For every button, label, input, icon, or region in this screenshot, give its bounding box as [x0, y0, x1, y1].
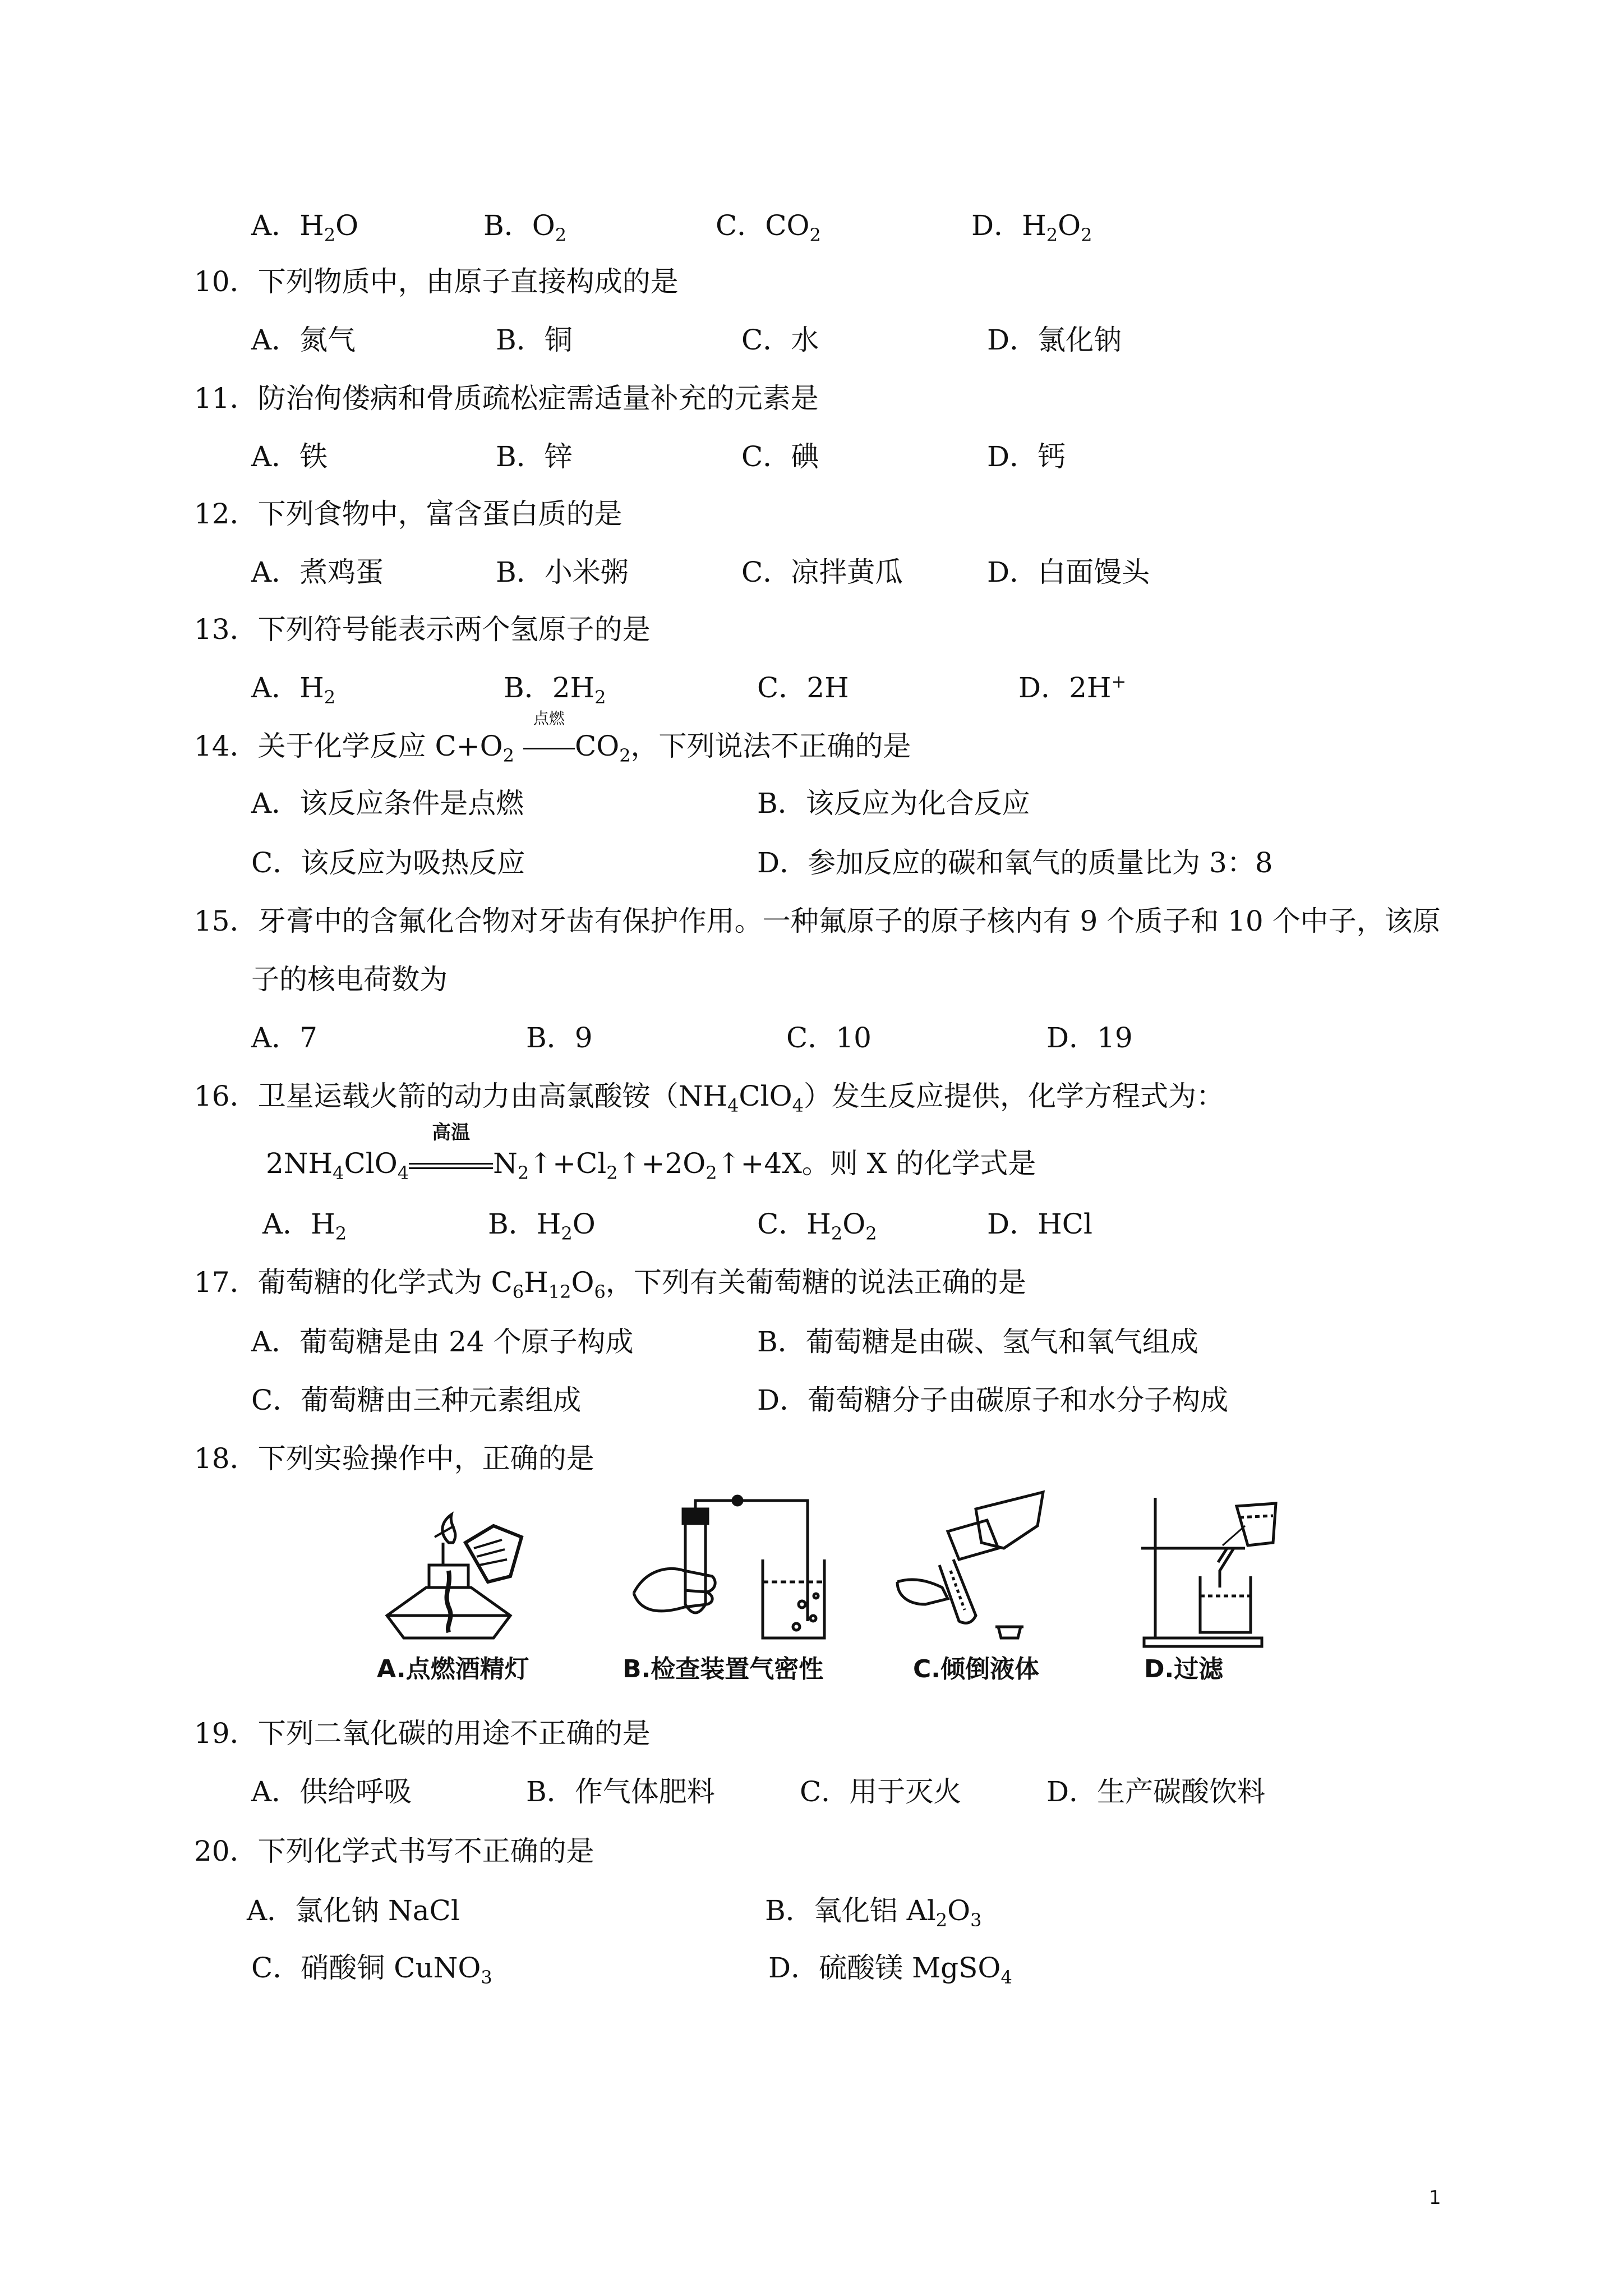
q14-option-a: A．该反应条件是点燃 [251, 787, 524, 820]
q12-option-c: C．凉拌黄瓜 [741, 556, 903, 588]
q16-stem: 16．卫星运载火箭的动力由高氯酸铵$(NH_4ClO_4)$发生反应提供，化学方程式为： [194, 1080, 1224, 1116]
q17-option-b: B．葡萄糖是由碳、氢气和氧气组成 [757, 1326, 1198, 1358]
q13-stem: 13．下列符号能表示两个氢原子的是 [194, 613, 651, 646]
q15-option-c: C．10 [786, 1022, 872, 1054]
q13-option-a: A．$H_2$ [251, 671, 336, 708]
q15-option-b: B．9 [526, 1022, 593, 1054]
q11-option-d: D．钙 [987, 440, 1066, 473]
q12-stem: 12．下列食物中，富含蛋白质的是 [194, 498, 623, 530]
q14-option-b: B．该反应为化合反应 [757, 787, 1030, 820]
q20-option-c: C．硝酸铜 CuNO$_3$ [251, 1952, 492, 1988]
q15-option-d: D．19 [1046, 1022, 1133, 1054]
q15-stem-line1: 15．牙膏中的含氟化合物对牙齿有保护作用。一种氟原子的原子核内有 9 个质子和 10 个中子，该原 [194, 905, 1441, 937]
q12-option-d: D．白面馒头 [987, 556, 1150, 588]
q9-option-c: C．$CO_2$ [716, 209, 821, 246]
airtightness-check-figure [623, 1492, 836, 1649]
q20-option-a: A．氯化钠 NaCl [247, 1894, 460, 1927]
q12-option-b: B．小米粥 [496, 556, 629, 588]
q19-option-a: A．供给呼吸 [251, 1775, 412, 1808]
q15-option-a: A．7 [251, 1022, 317, 1054]
q9-option-d: D．$H_2O_2$ [971, 209, 1092, 246]
q9-option-a: A．$H_2O$ [251, 209, 359, 246]
q19-option-c: C．用于灭火 [800, 1775, 962, 1808]
q17-option-a: A．葡萄糖是由 24 个原子构成 [251, 1326, 634, 1358]
pouring-liquid-figure [886, 1487, 1054, 1649]
page-number: 1 [1429, 2187, 1441, 2209]
q9-option-b: B．$O_2$ [483, 209, 567, 246]
q16-equation: $2NH_4ClO_4$ 高温 $N_2↑+Cl_2↑+2O_2↑+4X$。则 X 的化学式是 [266, 1121, 1036, 1184]
q16-option-d: D．HCl [987, 1208, 1092, 1240]
q14-option-d: D．参加反应的碳和氧气的质量比为 3：8 [757, 846, 1273, 879]
figure-caption-a: A.点燃酒精灯 [377, 1655, 529, 1683]
q10-option-b: B．铜 [496, 324, 573, 356]
q10-option-d: D．氯化钠 [987, 324, 1122, 356]
q13-option-c: C．2H [757, 671, 849, 704]
q13-option-b: B．$2H_2$ [504, 671, 606, 708]
q11-stem: 11．防治佝偻病和骨质疏松症需适量补充的元素是 [194, 382, 819, 415]
q20-option-b: B．氧化铝 $Al_2O_3$ [765, 1894, 982, 1931]
q20-option-d: D．硫酸镁 MgSO$_4$ [768, 1952, 1012, 1988]
figure-caption-b: B.检查装置气密性 [623, 1655, 824, 1683]
q14-stem: 14．关于化学反应 $C+O_2$ 点燃 $CO_2$，下列说法不正确的是 [194, 709, 911, 766]
q11-option-c: C．碘 [741, 440, 819, 473]
q16-option-b: B．$H_2O$ [488, 1208, 596, 1244]
q17-stem: 17．葡萄糖的化学式为 $C_6H_{12}O_6$，下列有关葡萄糖的说法正确的是 [194, 1266, 1026, 1303]
q16-option-a: A．$H_2$ [262, 1208, 347, 1244]
q14-option-c: C．该反应为吸热反应 [251, 846, 525, 879]
q10-option-c: C．水 [741, 324, 819, 356]
q11-option-b: B．锌 [496, 440, 573, 473]
q16-option-c: C．$H_2O_2$ [757, 1208, 877, 1244]
q12-option-a: A．煮鸡蛋 [251, 556, 384, 588]
q10-option-a: A．氮气 [251, 324, 356, 356]
q17-option-c: C．葡萄糖由三种元素组成 [251, 1384, 582, 1416]
filtration-figure [1138, 1492, 1284, 1649]
alcohol-lamp-figure [381, 1509, 527, 1649]
q10-stem: 10．下列物质中，由原子直接构成的是 [194, 265, 679, 298]
q18-stem: 18．下列实验操作中，正确的是 [194, 1442, 594, 1475]
figure-caption-c: C.倾倒液体 [913, 1655, 1040, 1683]
reaction-condition: 点燃 [523, 729, 575, 763]
q17-option-d: D．葡萄糖分子由碳原子和水分子构成 [757, 1384, 1229, 1416]
reaction-condition-high-temp: 高温 [409, 1147, 493, 1180]
q19-option-b: B．作气体肥料 [526, 1775, 715, 1808]
q15-stem-line2: 子的核电荷数为 [251, 963, 448, 996]
q13-option-d: D．2H+ [1018, 670, 1127, 704]
q19-stem: 19．下列二氧化碳的用途不正确的是 [194, 1717, 651, 1750]
figure-caption-d: D.过滤 [1144, 1655, 1224, 1683]
q19-option-d: D．生产碳酸饮料 [1046, 1775, 1266, 1808]
q20-stem: 20．下列化学式书写不正确的是 [194, 1835, 594, 1867]
q11-option-a: A．铁 [251, 440, 328, 473]
